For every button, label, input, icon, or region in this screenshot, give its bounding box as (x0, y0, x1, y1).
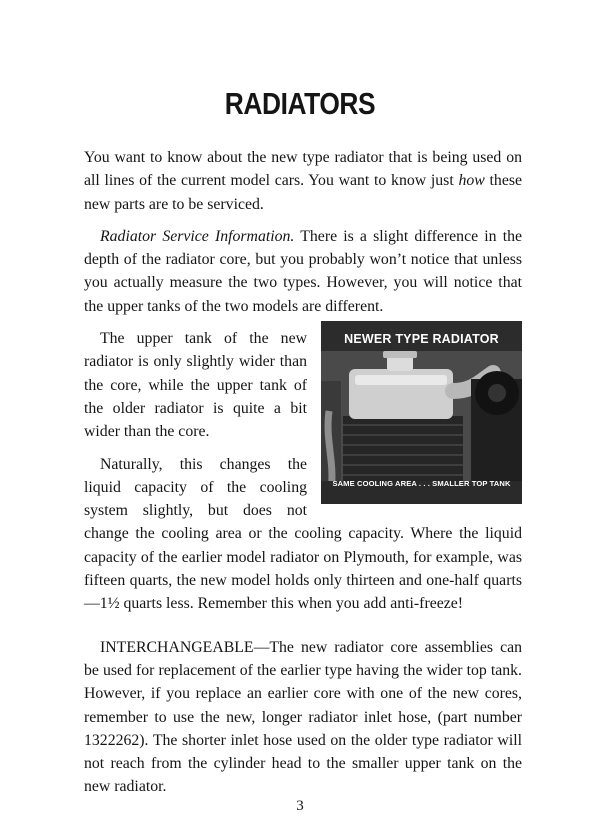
figure-heading: NEWER TYPE RADIATOR (344, 332, 499, 347)
body-text (84, 146, 522, 799)
paragraph-service-info (84, 225, 522, 318)
paragraph-upper-tank: The upper tank of the new radiator is only slightly wider than the core, while the upper tank of the older radiator is quite a bit wider than the core. (84, 330, 307, 441)
intro-text-b: these new parts are to be serviced. (84, 172, 522, 213)
page-number: 3 (296, 798, 304, 814)
radiator-photo (321, 321, 522, 504)
figure-caption: SAME COOLING AREA . . . SMALLER TOP TANK (332, 478, 511, 488)
page-title: RADIATORS (224, 86, 376, 121)
paragraph-capacity: Naturally, this changes the liquid capacity of the cooling system slightly, but does not change the cooling area or the cooling capacity. Where the liquid capacity of the earlier model radiator on Plymouth, for example, was fifteen quarts, the new model holds only thirteen and one-half quarts—1½ quarts less. Remember this when you add anti-freeze! (84, 455, 522, 613)
paragraph-interchangeable: INTERCHANGEABLE—The new radiator core assemblies can be used for replacement of the earlier type having the wider top tank. However, if you replace an earlier core with one of the new cores, remember to use the new, longer radiator inlet hose, (part number 1322262). The shorter inlet hose used on the older type radiator will not reach from the cylinder head to the smaller upper tank on the new radiator. (84, 638, 522, 796)
intro-text-a: You want to know about the new type radiator that is being used on all lines of the current model cars. You want to know just (84, 149, 522, 190)
service-info-text: There is a slight difference in the depth of the radiator core, but you probably won’t notice that unless you actually measure the two types. However, you will notice that the upper tanks of the two models are different. (84, 227, 522, 315)
paragraph-intro (84, 146, 522, 216)
intro-emphasis: how (458, 172, 485, 190)
service-info-lead: Radiator Service Information. (100, 227, 295, 245)
